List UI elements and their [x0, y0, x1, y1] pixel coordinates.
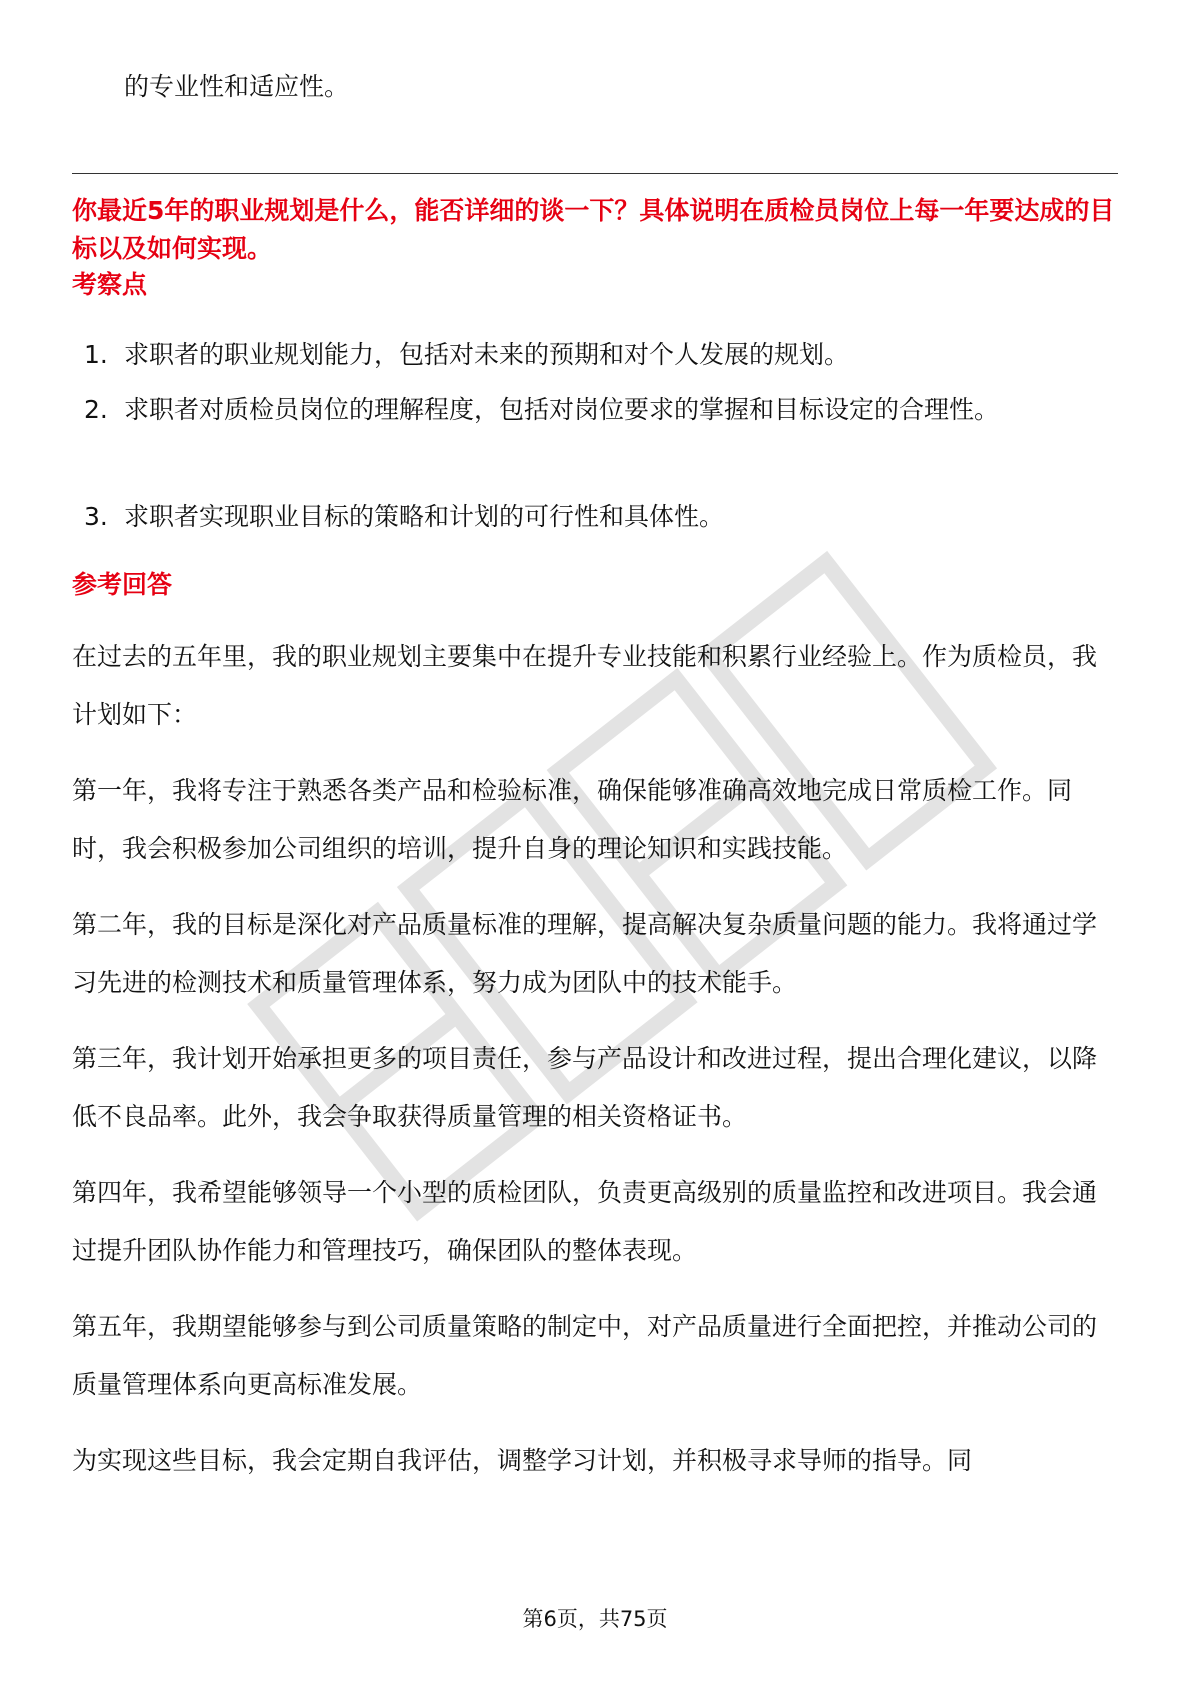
list-text: 求职者对质检员岗位的理解程度，包括对岗位要求的掌握和目标设定的合理性。: [124, 395, 1000, 424]
divider: [72, 173, 1118, 174]
page-footer: 第6页，共75页: [522, 1607, 668, 1631]
assess-item: [72, 381, 1122, 439]
assess-item: [72, 326, 1122, 384]
answer-paragraph: 第三年，我计划开始承担更多的项目责任，参与产品设计和改进过程，提出合理化建议，以降低不良品率。此外，我会争取获得质量管理的相关资格证书。: [72, 1044, 1098, 1131]
answer-paragraph: 第五年，我期望能够参与到公司质量策略的制定中，对产品质量进行全面把控，并推动公司的质量管理体系向更高标准发展。: [72, 1312, 1098, 1399]
answer-section-title: 参考回答: [72, 570, 173, 599]
answer-paragraph: 为实现这些目标，我会定期自我评估，调整学习计划，并积极寻求导师的指导。同: [72, 1446, 973, 1475]
answer-paragraph: 第一年，我将专注于熟悉各类产品和检验标准，确保能够准确高效地完成日常质检工作。同时，我会积极参加公司组织的培训，提升自身的理论知识和实践技能。: [72, 776, 1073, 863]
question-heading: 你最近5年的职业规划是什么，能否详细的谈一下？具体说明在质检员岗位上每一年要达成的目标以及如何实现。: [72, 196, 1115, 263]
list-number: 1.: [84, 340, 108, 369]
list-number: 3.: [84, 502, 108, 531]
answer-paragraph: 第四年，我希望能够领导一个小型的质检团队，负责更高级别的质量监控和改进项目。我会通过提升团队协作能力和管理技巧，确保团队的整体表现。: [72, 1178, 1098, 1265]
continuation-text: 的专业性和适应性。: [124, 72, 350, 101]
list-text: 求职者实现职业目标的策略和计划的可行性和具体性。: [124, 502, 725, 531]
assess-item: [72, 488, 1122, 546]
list-number: 2.: [84, 395, 108, 424]
assess-section-title: 考察点: [72, 270, 148, 299]
answer-paragraph: 在过去的五年里，我的职业规划主要集中在提升专业技能和积累行业经验上。作为质检员，我计划如下：: [72, 642, 1098, 729]
answer-paragraph: 第二年，我的目标是深化对产品质量标准的理解，提高解决复杂质量问题的能力。我将通过学习先进的检测技术和质量管理体系，努力成为团队中的技术能手。: [72, 910, 1098, 997]
list-text: 求职者的职业规划能力，包括对未来的预期和对个人发展的规划。: [124, 340, 850, 369]
